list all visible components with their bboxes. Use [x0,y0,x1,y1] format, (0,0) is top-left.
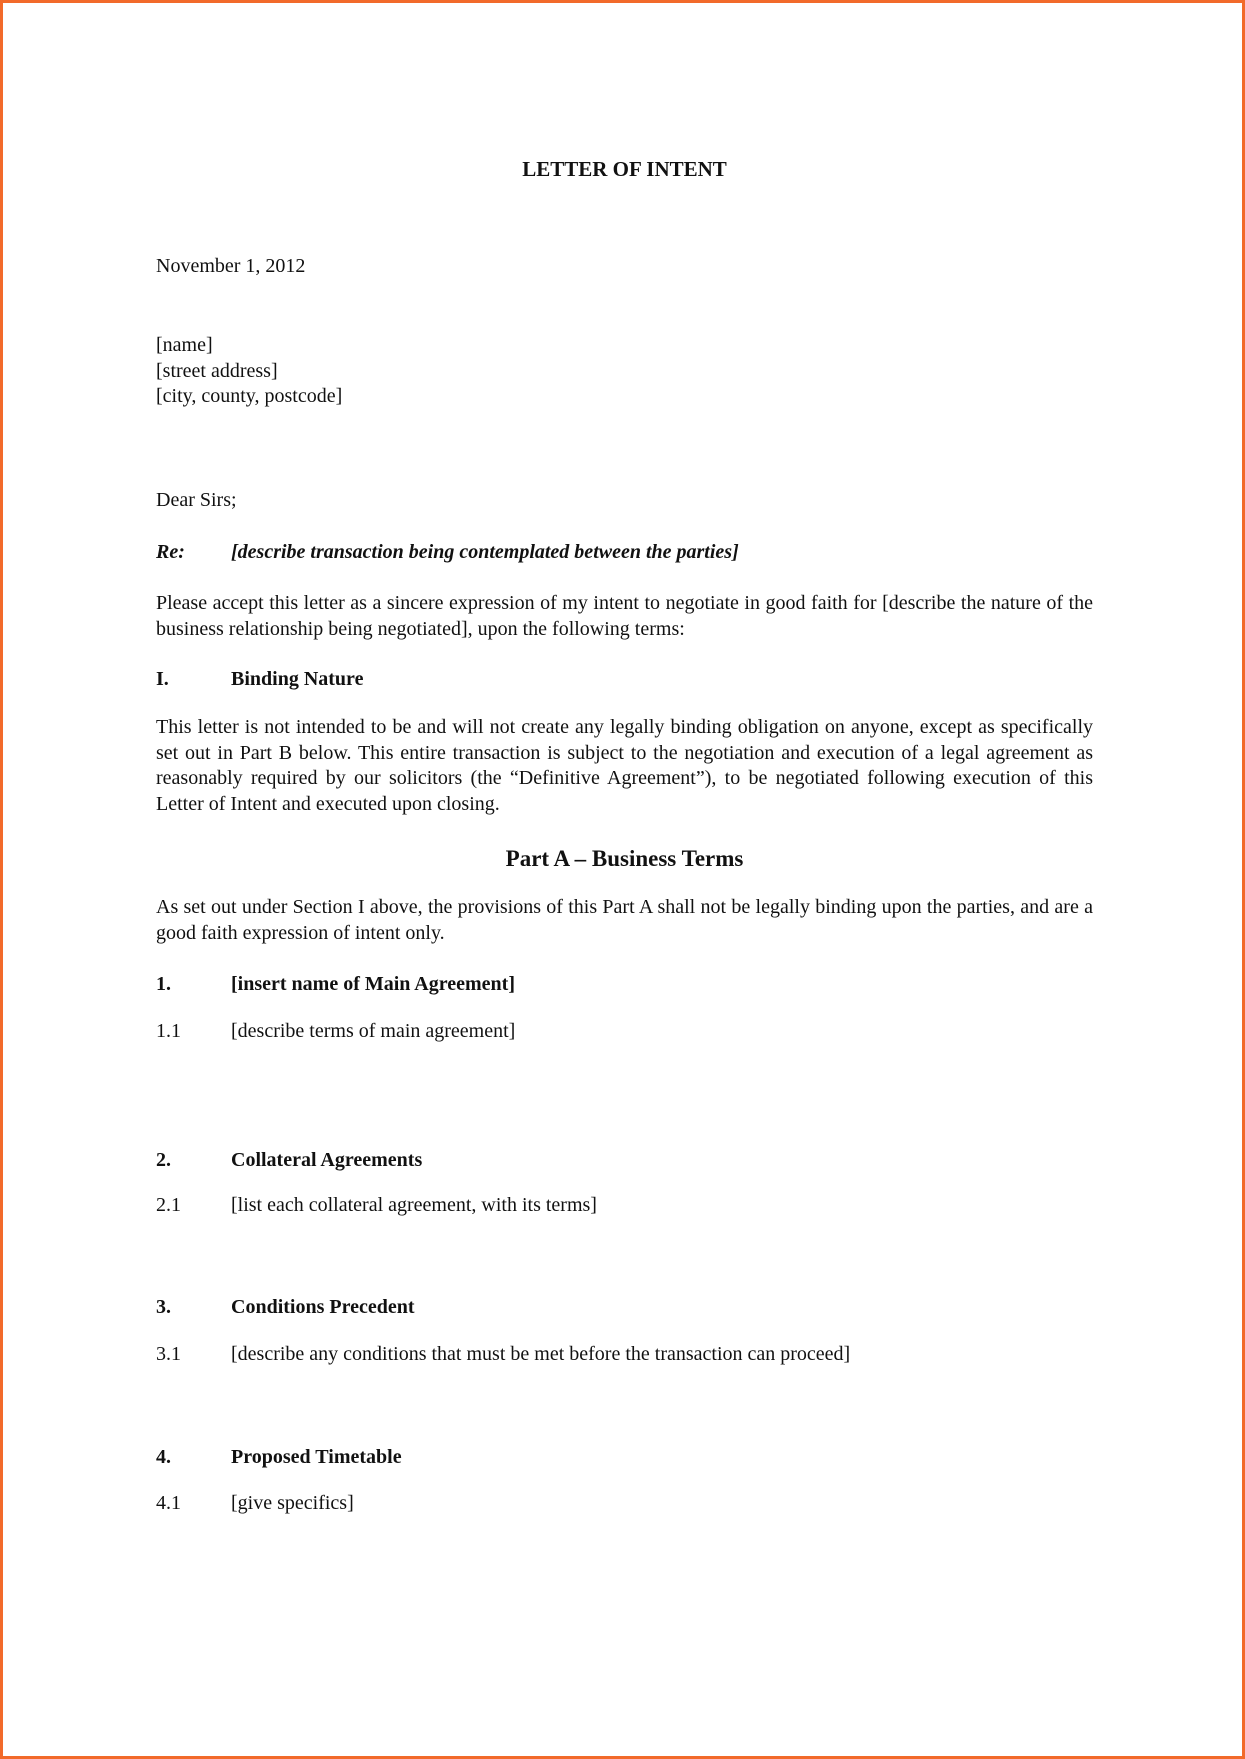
section-title: [insert name of Main Agreement] [231,973,516,995]
section-title: Collateral Agreements [231,1149,423,1171]
section-2-1 [156,1193,1093,1219]
section-number: 1. [156,973,171,995]
subsection-number: 4.1 [156,1492,181,1514]
subsection-number: 2.1 [156,1194,181,1216]
part-a-body: As set out under Section I above, the provisions of this Part A shall not be legally binding upon the parties, and are a good faith expression of intent only. [156,896,1093,944]
document-title: LETTER OF INTENT [522,157,727,181]
section-number: I. [156,668,169,690]
section-i-heading [156,667,1093,693]
address-street: [street address] [156,359,278,382]
salutation: Dear Sirs; [156,489,237,511]
address-city: [city, county, postcode] [156,385,343,407]
section-3-1 [156,1342,1093,1368]
section-1-heading [156,972,1093,998]
section-title: Proposed Timetable [231,1446,402,1468]
address-name: [name] [156,334,213,356]
section-number: 3. [156,1296,171,1318]
section-number: 4. [156,1446,171,1468]
re-line [156,540,1093,566]
re-text: [describe transaction being contemplated between the parties] [231,541,739,563]
subsection-text: [list each collateral agreement, with its terms] [231,1194,597,1216]
section-title: Conditions Precedent [231,1296,415,1318]
section-1-1 [156,1019,1093,1045]
section-i-body: This letter is not intended to be and will not create any legally binding obligation on anyone, except as specifically set out in Part B below. This entire transaction is subject to the negotiation and execution of a legal agreement as reasonably required by our solicitors (the “Definitive Agreement”), to be negotiated following execution of this Letter of Intent and executed upon closing. [156,716,1093,815]
recipient-address [156,333,1093,410]
section-3-heading [156,1295,1093,1321]
subsection-text: [describe terms of main agreement] [231,1020,516,1042]
section-title: Binding Nature [231,668,364,690]
subsection-number: 1.1 [156,1020,181,1042]
subsection-number: 3.1 [156,1343,181,1365]
subsection-text: [give specifics] [231,1492,354,1514]
section-2-heading [156,1148,1093,1174]
subsection-text: [describe any conditions that must be met before the transaction can proceed] [231,1343,851,1365]
re-label: Re: [156,541,185,563]
section-4-heading [156,1445,1093,1471]
letter-date: November 1, 2012 [156,255,306,277]
intro-paragraph: Please accept this letter as a sincere expression of my intent to negotiate in good faith for [describe the nature of the business relationship being negotiated], upon the following terms: [156,592,1093,640]
section-4-1 [156,1491,1093,1517]
section-number: 2. [156,1149,171,1171]
part-a-heading: Part A – Business Terms [505,846,744,871]
